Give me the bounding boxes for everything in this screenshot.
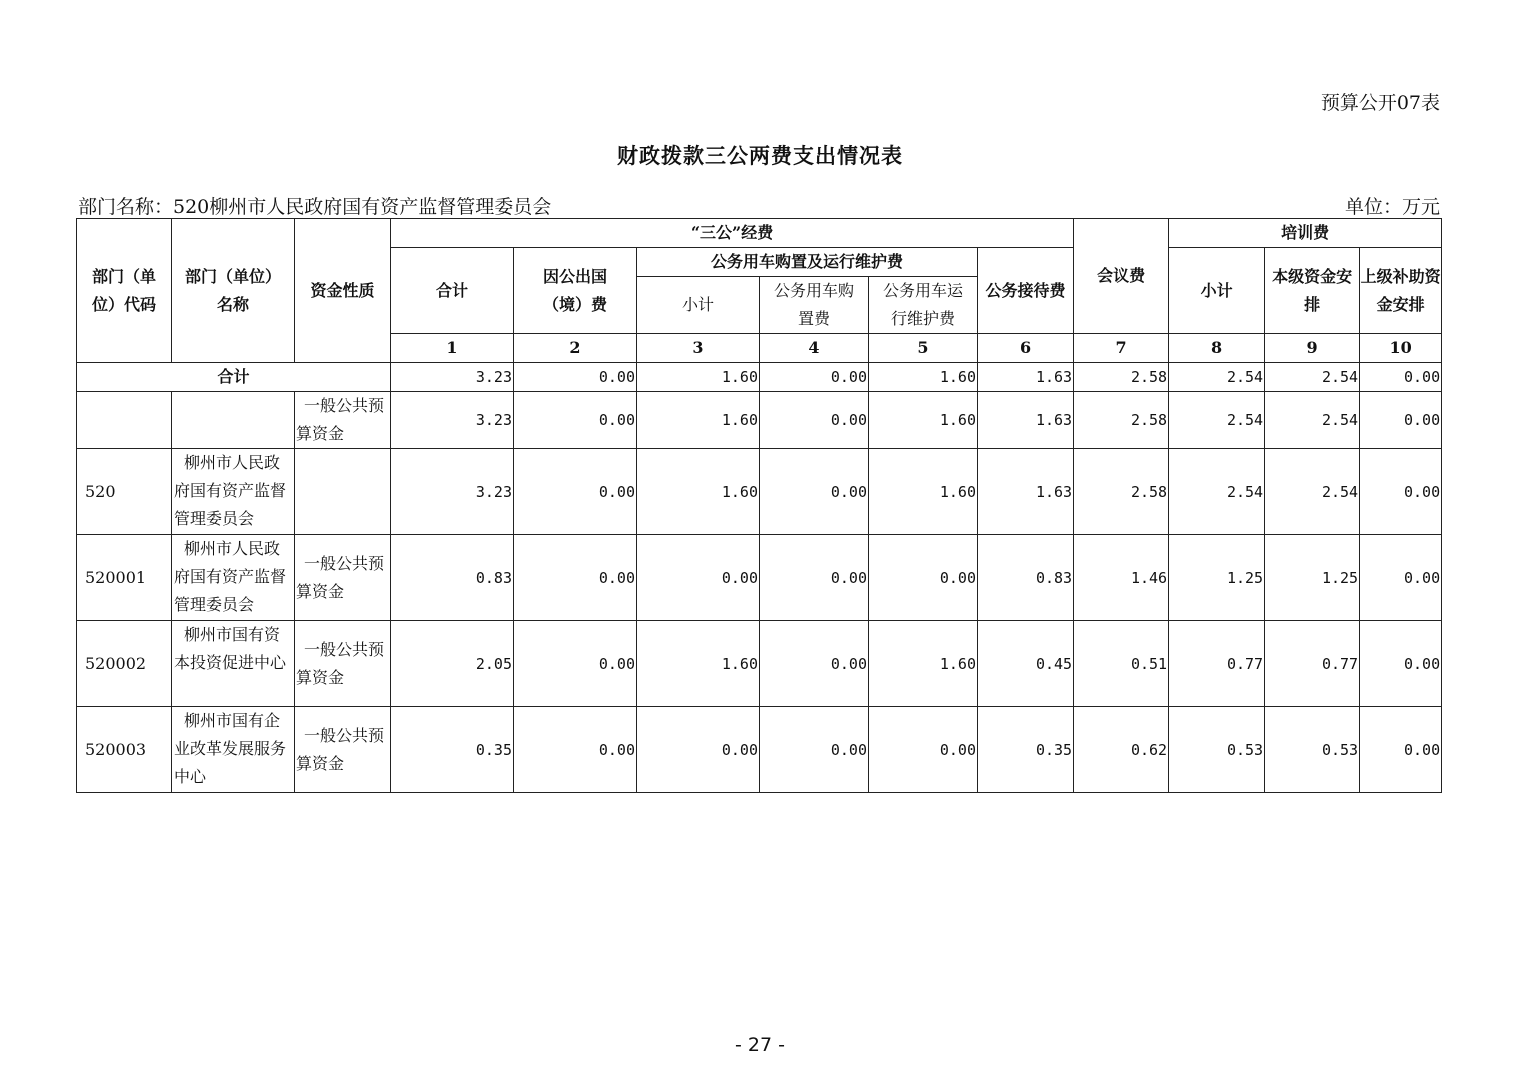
col-number: 10: [1360, 334, 1442, 363]
col-number: 7: [1074, 334, 1169, 363]
header-sangong: “三公”经费: [391, 219, 1074, 248]
col-number: 5: [869, 334, 978, 363]
cell-value: 3.23: [391, 449, 514, 535]
cell-value: 0.00: [514, 363, 637, 392]
cell-value: 2.54: [1169, 363, 1265, 392]
cell-value: 0.51: [1074, 621, 1169, 707]
cell-value: 1.60: [869, 449, 978, 535]
cell-value: 0.45: [978, 621, 1074, 707]
cell-value: 2.54: [1265, 392, 1360, 449]
cell-value: 0.00: [760, 449, 869, 535]
col-number: 3: [637, 334, 760, 363]
cell-value: 1.60: [869, 621, 978, 707]
header-meeting: 会议费: [1074, 219, 1169, 334]
cell-fund-nature: 一般公共预算资金: [295, 621, 391, 707]
cell-value: 0.77: [1169, 621, 1265, 707]
unit-label: 单位：万元: [1344, 196, 1440, 218]
cell-value: 0.00: [514, 535, 637, 621]
cell-value: 0.00: [1360, 449, 1442, 535]
cell-value: 0.00: [514, 392, 637, 449]
header-total: 合计: [391, 248, 514, 334]
cell-value: 0.00: [637, 535, 760, 621]
cell-value: 1.46: [1074, 535, 1169, 621]
cell-value: 0.62: [1074, 707, 1169, 793]
cell-value: 0.00: [869, 707, 978, 793]
cell-value: 0.00: [760, 707, 869, 793]
header-training-upper: 上级补助资金安排: [1360, 248, 1442, 334]
cell-value: 0.00: [514, 449, 637, 535]
header-training-own: 本级资金安排: [1265, 248, 1360, 334]
cell-value: 2.54: [1169, 392, 1265, 449]
cell-value: 0.00: [1360, 707, 1442, 793]
cell-value: 1.60: [637, 392, 760, 449]
cell-value: 1.25: [1169, 535, 1265, 621]
page-title: 财政拨款三公两费支出情况表: [617, 143, 903, 168]
cell-dept-name: [172, 392, 295, 449]
cell-value: 1.63: [978, 392, 1074, 449]
table-row: [77, 535, 1442, 621]
header-training-subtotal: 小计: [1169, 248, 1265, 334]
header-training: 培训费: [1169, 219, 1442, 248]
cell-value: 1.60: [637, 363, 760, 392]
cell-value: 0.83: [978, 535, 1074, 621]
table-row: [77, 621, 1442, 707]
col-number: 4: [760, 334, 869, 363]
cell-value: 0.00: [760, 363, 869, 392]
header-dept-code: 部门（单位）代码: [77, 219, 172, 363]
cell-value: 0.00: [760, 535, 869, 621]
cell-dept-code: 520002: [77, 621, 172, 707]
cell-value: 1.60: [869, 392, 978, 449]
cell-dept-name: 柳州市国有企业改革发展服务中心: [172, 707, 295, 793]
cell-value: 0.00: [637, 707, 760, 793]
expense-table: [76, 218, 1442, 793]
cell-value: 1.63: [978, 363, 1074, 392]
cell-value: 0.77: [1265, 621, 1360, 707]
cell-value: 1.63: [978, 449, 1074, 535]
table-row: [77, 449, 1442, 535]
cell-dept-name: 柳州市人民政府国有资产监督管理委员会: [172, 449, 295, 535]
cell-dept-code: [77, 392, 172, 449]
cell-value: 0.00: [869, 535, 978, 621]
cell-value: 0.00: [1360, 535, 1442, 621]
cell-value: 0.53: [1169, 707, 1265, 793]
cell-dept-name: 柳州市人民政府国有资产监督管理委员会: [172, 535, 295, 621]
form-code: 预算公开07表: [1320, 92, 1440, 114]
page-number: - 27 -: [735, 1034, 785, 1056]
total-label: 合计: [77, 363, 391, 392]
cell-value: 2.54: [1169, 449, 1265, 535]
cell-value: 0.00: [1360, 363, 1442, 392]
header-reception: 公务接待费: [978, 248, 1074, 334]
cell-value: 0.00: [514, 707, 637, 793]
col-number: 9: [1265, 334, 1360, 363]
cell-value: 1.60: [869, 363, 978, 392]
cell-value: 2.54: [1265, 449, 1360, 535]
cell-value: 2.58: [1074, 449, 1169, 535]
header-abroad: 因公出国（境）费: [514, 248, 637, 334]
header-vehicle-operation: 公务用车运行维护费: [869, 277, 978, 334]
cell-value: 2.58: [1074, 363, 1169, 392]
cell-value: 2.54: [1265, 363, 1360, 392]
cell-value: 3.23: [391, 392, 514, 449]
table-row: [77, 392, 1442, 449]
cell-fund-nature: 一般公共预算资金: [295, 535, 391, 621]
cell-fund-nature: 一般公共预算资金: [295, 392, 391, 449]
cell-value: 2.58: [1074, 392, 1169, 449]
cell-dept-code: 520: [77, 449, 172, 535]
cell-dept-code: 520003: [77, 707, 172, 793]
header-vehicle-subtotal: 小计: [637, 277, 760, 334]
cell-value: 0.00: [1360, 621, 1442, 707]
cell-value: 0.00: [1360, 392, 1442, 449]
table-row: [77, 707, 1442, 793]
header-fund-nature: 资金性质: [295, 219, 391, 363]
cell-value: 1.25: [1265, 535, 1360, 621]
col-number: 6: [978, 334, 1074, 363]
cell-value: 1.60: [637, 449, 760, 535]
cell-fund-nature: 一般公共预算资金: [295, 707, 391, 793]
col-number: 2: [514, 334, 637, 363]
cell-fund-nature: [295, 449, 391, 535]
cell-value: 0.83: [391, 535, 514, 621]
table-row-total: [77, 363, 1442, 392]
header-dept-name: 部门（单位）名称: [172, 219, 295, 363]
cell-value: 0.35: [391, 707, 514, 793]
cell-value: 0.00: [514, 621, 637, 707]
col-number: 8: [1169, 334, 1265, 363]
header-vehicle-purchase: 公务用车购置费: [760, 277, 869, 334]
cell-dept-name: 柳州市国有资本投资促进中心: [172, 621, 295, 707]
department-label: 部门名称：520柳州市人民政府国有资产监督管理委员会: [78, 196, 552, 218]
header-vehicle: 公务用车购置及运行维护费: [637, 248, 978, 277]
cell-value: 2.05: [391, 621, 514, 707]
cell-value: 0.35: [978, 707, 1074, 793]
cell-value: 0.00: [760, 621, 869, 707]
cell-value: 0.00: [760, 392, 869, 449]
cell-dept-code: 520001: [77, 535, 172, 621]
cell-value: 0.53: [1265, 707, 1360, 793]
cell-value: 3.23: [391, 363, 514, 392]
col-number: 1: [391, 334, 514, 363]
cell-value: 1.60: [637, 621, 760, 707]
